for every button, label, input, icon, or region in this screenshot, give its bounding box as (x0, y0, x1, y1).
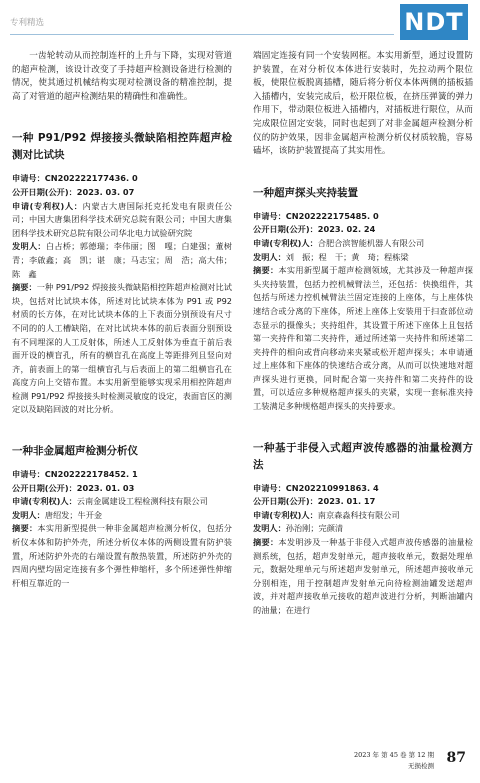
journal-logo: NDT (400, 4, 468, 40)
patent-title: 一种非金属超声检测分析仪 (12, 445, 138, 458)
continued-abstract: 端固定连接有同一个安装网框。本实用新型，通过设置防护装置，在对分析仪本体进行安装时，先拉动两个限位板，使限位板脱离插槽，随后将分析仪本体两侧的插板插入插槽内，安装完成后，松开限位板，在挤压弹簧的弹力作用下，带动限位板进入插槽内，对插板进行限位，从而完成限位固定安装，同时也起到了对非金属超声检测分析仪的防护效果，因非金属超声检测分析仪材质较脆，容易磕坏，该防护装置提高了其实用性。 (253, 51, 473, 157)
inventors: 发明人：刘 振；程 干；黄 琦；程栋梁 (253, 251, 409, 262)
abstract: 摘要：本实用新型提供一种非金属超声检测分析仪，包括分析仪本体和防护外壳，所述分析仪本体的两侧设置有防护装置，所述防护外壳的右端设置有散热装置，所述防护外壳的四周内壁均固定连接有多个弹性伸缩杆，多个所述弹性伸缩杆相互靠近的一 (12, 523, 232, 588)
publication-date: 公开日期(公开)：2023. 01. 03 (12, 482, 135, 493)
publication-date: 公开日期(公开)：2023. 01. 17 (253, 496, 376, 507)
applicant: 申请(专利权)人：合肥合滨智能机器人有限公司 (253, 237, 425, 248)
inventors: 发明人：唐绍发；牛开金 (12, 509, 103, 520)
header-rule (10, 34, 394, 35)
abstract: 摘要：本发明涉及一种基于非侵入式超声波传感器的油量检测系统，包括，超声发射单元，超声接收单元，数据处理单元，数据处理单元与所述超声发射单元，所述超声接收单元分别相连，用于控制超声发射单元向待检测油罐发送超声波，并对超声接收单元接收的超声波进行分析，判断油罐内的油量；在进行 (253, 537, 473, 615)
page-footer (353, 748, 466, 772)
abstract: 摘要：一种 P91/P92 焊接接头微缺陷相控阵超声检测对比试块，包括对比试块本体，所述对比试块本体为 P91 或 P92 材质的长方体，在对比试块本体的上下表面分别预设有尺寸不同的的人工槽缺陷，在对比试块本体的前后表面分别预设有不同埋深的人工反射体，所述人工反射体为垂直于前后表面开设的横盲孔，所有的横盲孔在高度上等距排列且竖向对齐，前表面上的第一组横盲孔与后表面上的第二组横盲孔在高度方向上交错布置。本实用新型能够实现采用相控阵超声检测 P91/P92 焊接接头时检测灵敏度的设定，表面盲区的测定以及缺陷回波的对比分析。 (12, 282, 232, 415)
inventors: 发明人：白占桥；郭德瑞；李伟丽；图 嘎；白建强；董树青；李啟鑫；高 凯；谌 康；马志宝；周 浩；高大伟；陈 鑫 (12, 241, 232, 279)
publication-date: 公开日期(公开)：2023. 03. 07 (12, 186, 135, 197)
journal-name: 无损检测 (408, 762, 434, 770)
continued-abstract: 一齿轮转动从而控制连杆的上升与下降，实现对管道的超声检测，该设计改变了手持超声检测设备进行检测的情况，使其通过机械结构实现对检测设备的精准控制，提高了对管道的超声检测结果的精确性和准确性。 (12, 51, 232, 102)
patent-entry-2 (12, 443, 232, 590)
application-number: 申请号：CN202222177436. 0 (12, 173, 138, 184)
applicant: 申请(专利权)人：云南金属建设工程检测科技有限公司 (12, 496, 208, 507)
application-number: 申请号：CN202222178452. 1 (12, 469, 138, 480)
publication-date: 公开日期(公开)：2023. 02. 24 (253, 224, 376, 235)
page-header (0, 0, 480, 42)
section-label: 专利精选 (10, 18, 45, 28)
patent-entry-4 (253, 440, 473, 618)
issue-info: 2023 年 第 45 卷 第 12 期 (353, 751, 434, 759)
right-column (253, 50, 473, 618)
application-number: 申请号：CN202222175485. 0 (253, 210, 379, 221)
patent-title: 一种 P91/P92 焊接接头微缺陷相控阵超声检测对比试块 (12, 132, 232, 162)
patent-title: 一种超声探头夹持装置 (253, 186, 358, 199)
abstract: 摘要：本实用新型属于超声检测领域，尤其涉及一种超声探头夹持装置，包括力控机械臂法兰，还包括：快换组件，其包括与所述力控机械臂法兰固定连接的上座体，与上座体快速结合或分离的下座体，所述上座体上安装用于扫查部位动态显示的摄像头；夹持组件，其设置于所述下座体上且包括第一夹持件和第二夹持件，通过所述第一夹持件和所述第二夹持件的相向或背向移动来夹紧或松开超声探头；本申请通过上座体和下座体的快速结合或分离，从而可以快速地对超声探头进行更换，同时配合第一夹持件和第二夹持件的设置，可以适应多种规格超声探头的夹紧，实现一套标准夹持工装满足多种规格超声探头的夹持要求。 (253, 265, 473, 412)
patent-entry-3 (253, 185, 473, 414)
page-number: 87 (446, 750, 466, 766)
patent-entry-1 (12, 130, 232, 417)
left-column (12, 50, 232, 590)
inventors: 发明人：孙治刚；完颜清 (253, 523, 344, 534)
applicant: 申请(专利权)人：内蒙古大唐国际托克托发电有限责任公司；中国大唐集团科学技术研究总院有限公司；中国大唐集团科学技术研究总院有限公司华北电力试验研究院 (12, 200, 232, 238)
application-number: 申请号：CN202210991863. 4 (253, 482, 379, 493)
applicant: 申请(专利权)人：南京森淼科技有限公司 (253, 509, 400, 520)
patent-title: 一种基于非侵入式超声波传感器的油量检测方法 (253, 441, 473, 471)
